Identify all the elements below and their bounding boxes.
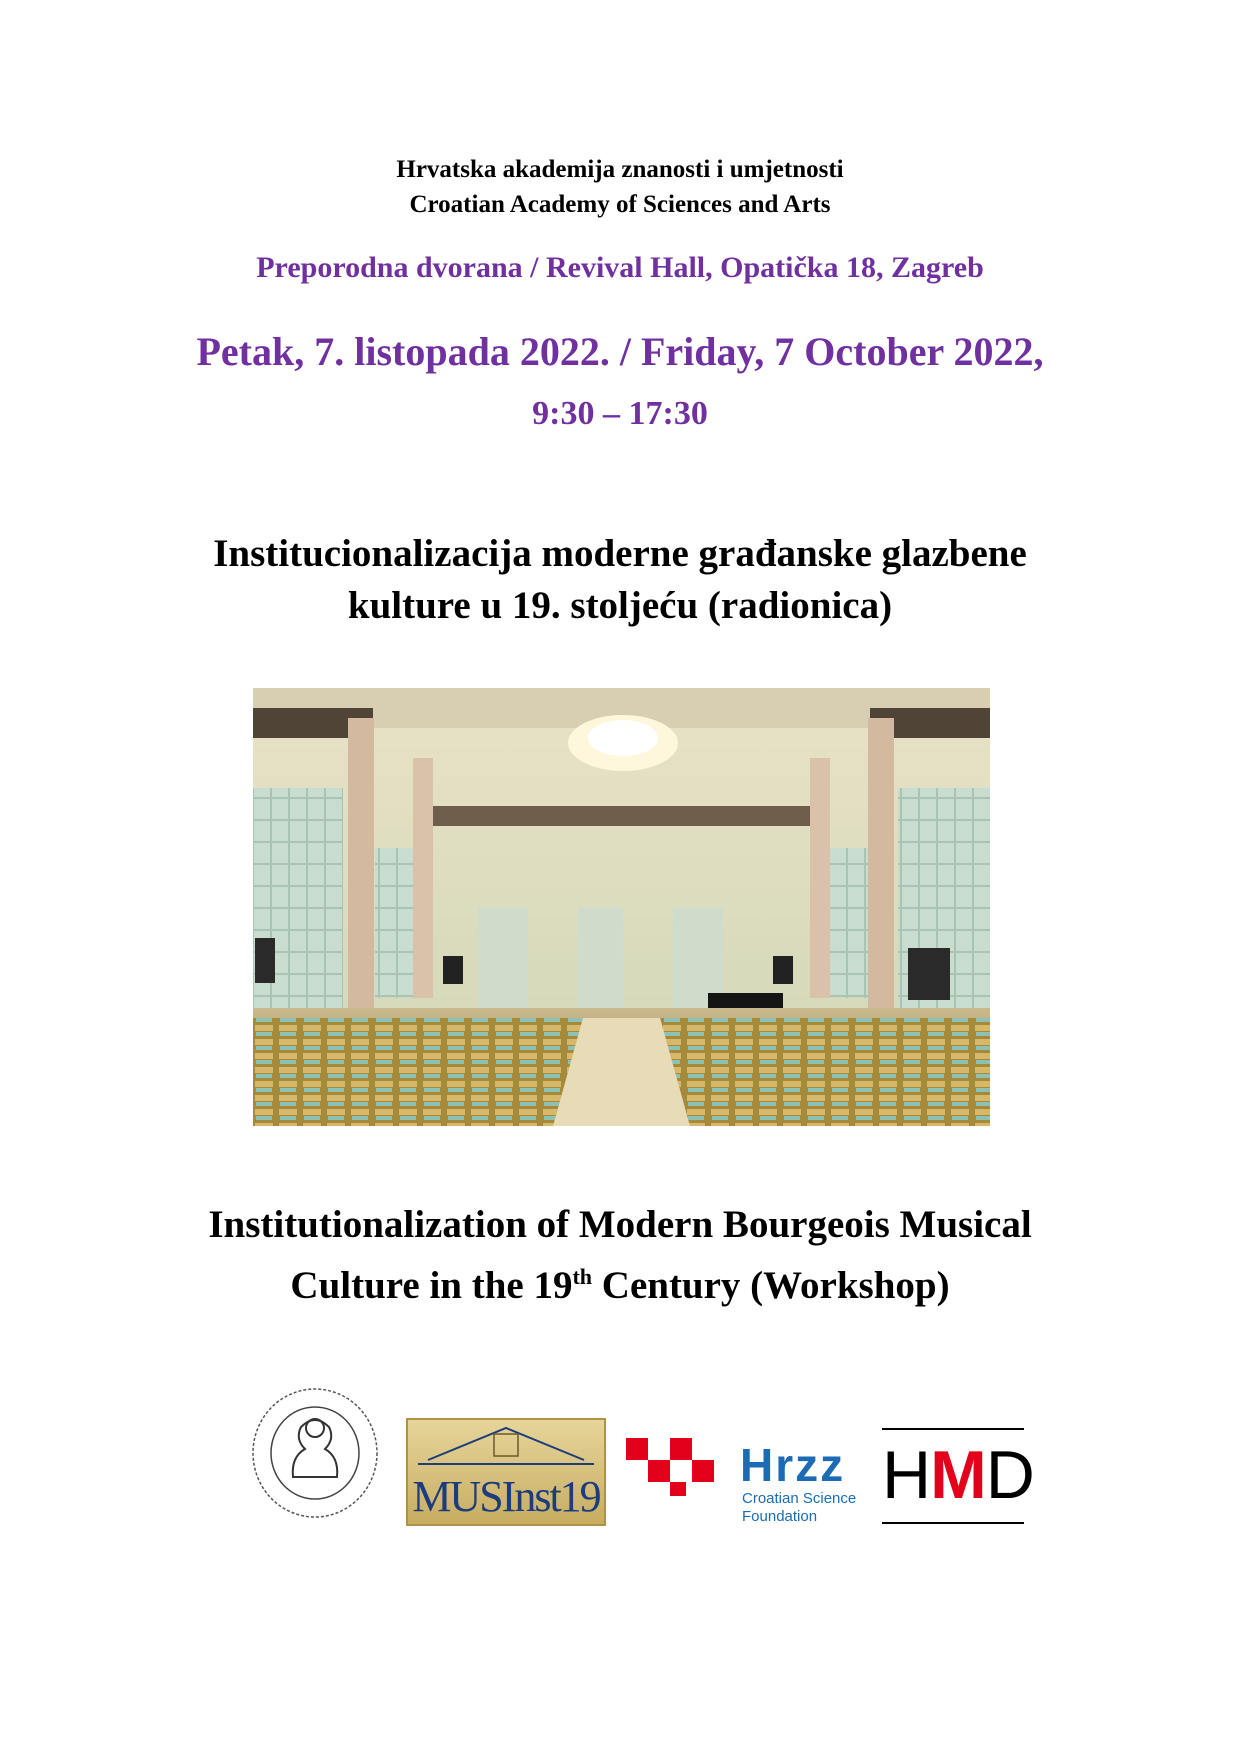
hazu-seal-icon [246, 1382, 384, 1524]
revival-hall-photo [253, 688, 990, 1126]
venue: Preporodna dvorana / Revival Hall, Opatička 18, Zagreb [256, 251, 984, 284]
hrzz-wordmark: Hrzz [740, 1439, 846, 1491]
institution-block [0, 152, 1240, 222]
title-croatian [0, 528, 1240, 632]
title-hr-line2: kulture u 19. stoljeću (radionica) [347, 584, 893, 627]
title-english [0, 1199, 1240, 1312]
event-time: 9:30 – 17:30 [532, 395, 708, 432]
hmd-logo: HMD [882, 1428, 1024, 1524]
institution-name-hr: Hrvatska akademija znanosti i umjetnosti [396, 156, 844, 183]
title-hr-line1: Institucionalizacija moderne građanske glazbene [213, 532, 1027, 575]
musinst19-logo: MUSInst19 [406, 1418, 606, 1526]
sponsor-logos [0, 1372, 1240, 1542]
title-en-line1: Institutionalization of Modern Bourgeois Musical [208, 1203, 1032, 1246]
title-en-line2: Culture in the 19th Century (Workshop) [290, 1264, 950, 1307]
institution-name-en: Croatian Academy of Sciences and Arts [409, 191, 831, 218]
hrzz-subtitle: Croatian Science Foundation [742, 1490, 857, 1525]
hrzz-checker-icon [626, 1428, 726, 1498]
event-date: Petak, 7. listopada 2022. / Friday, 7 October 2022, [196, 329, 1044, 374]
